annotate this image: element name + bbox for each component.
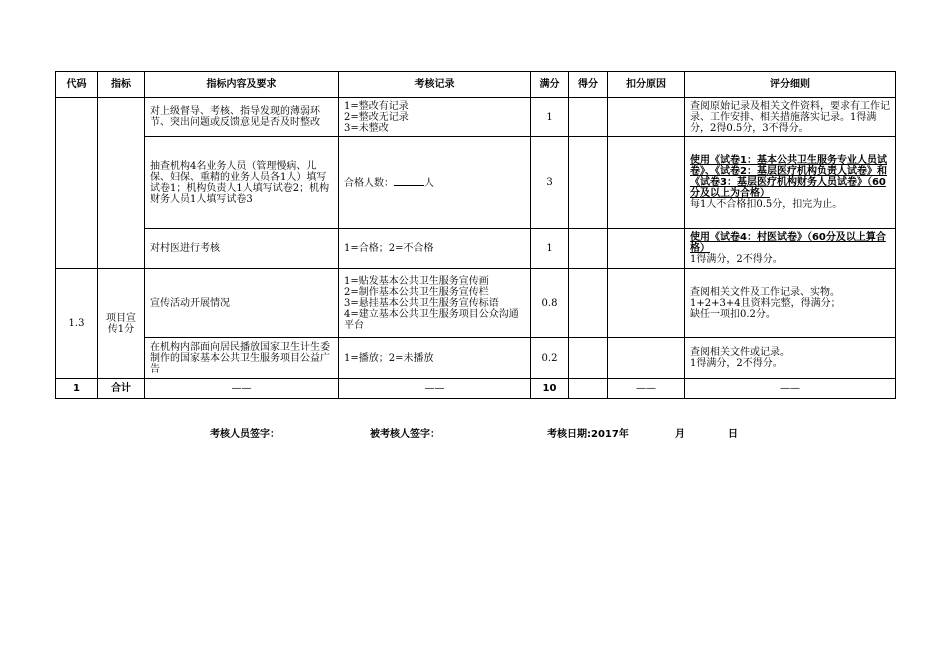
deduct-reason-cell[interactable] xyxy=(608,338,685,379)
score-cell[interactable] xyxy=(569,338,608,379)
record-unit: 人 xyxy=(424,178,434,189)
rules-text: 缺任一项扣0.2分。 xyxy=(690,308,776,320)
record-option: 3=悬挂基本公共卫生服务宣传标语 xyxy=(344,297,499,309)
total-label: 合计 xyxy=(98,379,145,399)
header-full-score: 满分 xyxy=(531,72,569,98)
code-cell: 1.3 xyxy=(56,269,98,379)
deduct-reason-cell[interactable] xyxy=(608,137,685,229)
content-cell: 抽查机构4名业务人员（管理慢病、儿保、妇保、重精的业务人员各1人）填写试卷1；机构负责人1人填写试卷2；机构财务人员1人填写试卷3 xyxy=(145,137,339,229)
indicator-cell: 项目宣传1分 xyxy=(98,269,145,379)
rules-cell xyxy=(685,229,896,269)
total-score: 10 xyxy=(531,379,569,399)
rules-text: 1得满分，2不得分。 xyxy=(690,254,783,265)
rules-cell xyxy=(685,269,896,338)
code-cell xyxy=(56,98,98,269)
score-cell[interactable] xyxy=(569,229,608,269)
record-label: 合格人数： xyxy=(344,178,394,189)
header-indicator: 指标 xyxy=(98,72,145,98)
table-row xyxy=(56,229,896,269)
record-option: 4=建立基本公共卫生服务项目公众沟通平台 xyxy=(344,308,519,331)
record-cell xyxy=(339,269,531,338)
deduct-reason-cell[interactable] xyxy=(608,269,685,338)
rules-cell xyxy=(685,338,896,379)
assessment-table xyxy=(55,71,896,399)
assessee-signature-label: 被考核人签字： xyxy=(370,429,440,440)
content-cell: 宣传活动开展情况 xyxy=(145,269,339,338)
total-dash: —— xyxy=(339,379,531,399)
score-cell[interactable] xyxy=(569,137,608,229)
record-cell xyxy=(339,98,531,137)
table-row xyxy=(56,338,896,379)
record-cell xyxy=(339,137,531,229)
total-code: 1 xyxy=(56,379,98,399)
content-cell: 在机构内部面向居民播放国家卫生计生委制作的国家基本公共卫生服务项目公益广告 xyxy=(145,338,339,379)
deduct-reason-cell[interactable] xyxy=(608,98,685,137)
total-dash: —— xyxy=(608,379,685,399)
header-row xyxy=(56,72,896,98)
day-label: 日 xyxy=(728,429,738,440)
record-option: 3=未整改 xyxy=(344,122,389,134)
table-row xyxy=(56,137,896,229)
deduct-reason-cell[interactable] xyxy=(608,229,685,269)
rules-cell: 查阅原始记录及相关文件资料，要求有工作记录、工作安排、相关措施落实记录。1得满分，2得0.5分，3不得分。 xyxy=(685,98,896,137)
rules-text: 每1人不合格扣0.5分，扣完为止。 xyxy=(690,199,843,210)
full-score-cell: 0.8 xyxy=(531,269,569,338)
assessor-signature-label: 考核人员签字： xyxy=(210,429,280,440)
date-label: 考核日期:2017年 xyxy=(547,429,629,440)
total-dash: —— xyxy=(685,379,896,399)
rules-text: 1得满分，2不得分。 xyxy=(690,358,783,369)
rules-cell xyxy=(685,137,896,229)
full-score-cell: 1 xyxy=(531,229,569,269)
record-option: 2=制作基本公共卫生服务宣传栏 xyxy=(344,286,489,298)
indicator-cell xyxy=(98,98,145,269)
rules-text: 查阅相关文件及工作记录、实物。 xyxy=(690,286,840,298)
content-cell: 对上级督导、考核、指导发现的薄弱环节、突出问题或反馈意见是否及时整改 xyxy=(145,98,339,137)
full-score-cell: 0.2 xyxy=(531,338,569,379)
total-score-cell[interactable] xyxy=(569,379,608,399)
record-cell: 1=播放；2=未播放 xyxy=(339,338,531,379)
score-cell[interactable] xyxy=(569,269,608,338)
record-option: 2=整改无记录 xyxy=(344,111,409,123)
table-row xyxy=(56,98,896,137)
full-score-cell: 1 xyxy=(531,98,569,137)
full-score-cell: 3 xyxy=(531,137,569,229)
header-code: 代码 xyxy=(56,72,98,98)
score-cell[interactable] xyxy=(569,98,608,137)
header-score: 得分 xyxy=(569,72,608,98)
table-row xyxy=(56,269,896,338)
rules-text: 1+2+3+4且资料完整，得满分； xyxy=(690,297,841,309)
month-label: 月 xyxy=(675,429,685,440)
record-option: 1=整改有记录 xyxy=(344,100,409,112)
total-dash: —— xyxy=(145,379,339,399)
header-rules: 评分细则 xyxy=(685,72,896,98)
rules-bold-text: 使用《试卷1：基本公共卫生服务专业人员试卷》、《试卷2：基层医疗机构负责人试卷》和《试卷3：基层医疗机构财务人员试卷》（60分及以上为合格） xyxy=(690,155,887,199)
header-content: 指标内容及要求 xyxy=(145,72,339,98)
total-row xyxy=(56,379,896,399)
pass-count-blank[interactable] xyxy=(394,176,424,186)
header-record: 考核记录 xyxy=(339,72,531,98)
header-deduct-reason: 扣分原因 xyxy=(608,72,685,98)
record-cell: 1=合格；2=不合格 xyxy=(339,229,531,269)
record-option: 1=贴发基本公共卫生服务宣传画 xyxy=(344,275,489,287)
rules-text: 查阅相关文件或记录。 xyxy=(690,347,790,358)
rules-bold-text: 使用《试卷4：村医试卷》（60分及以上算合格） xyxy=(690,232,886,254)
content-cell: 对村医进行考核 xyxy=(145,229,339,269)
